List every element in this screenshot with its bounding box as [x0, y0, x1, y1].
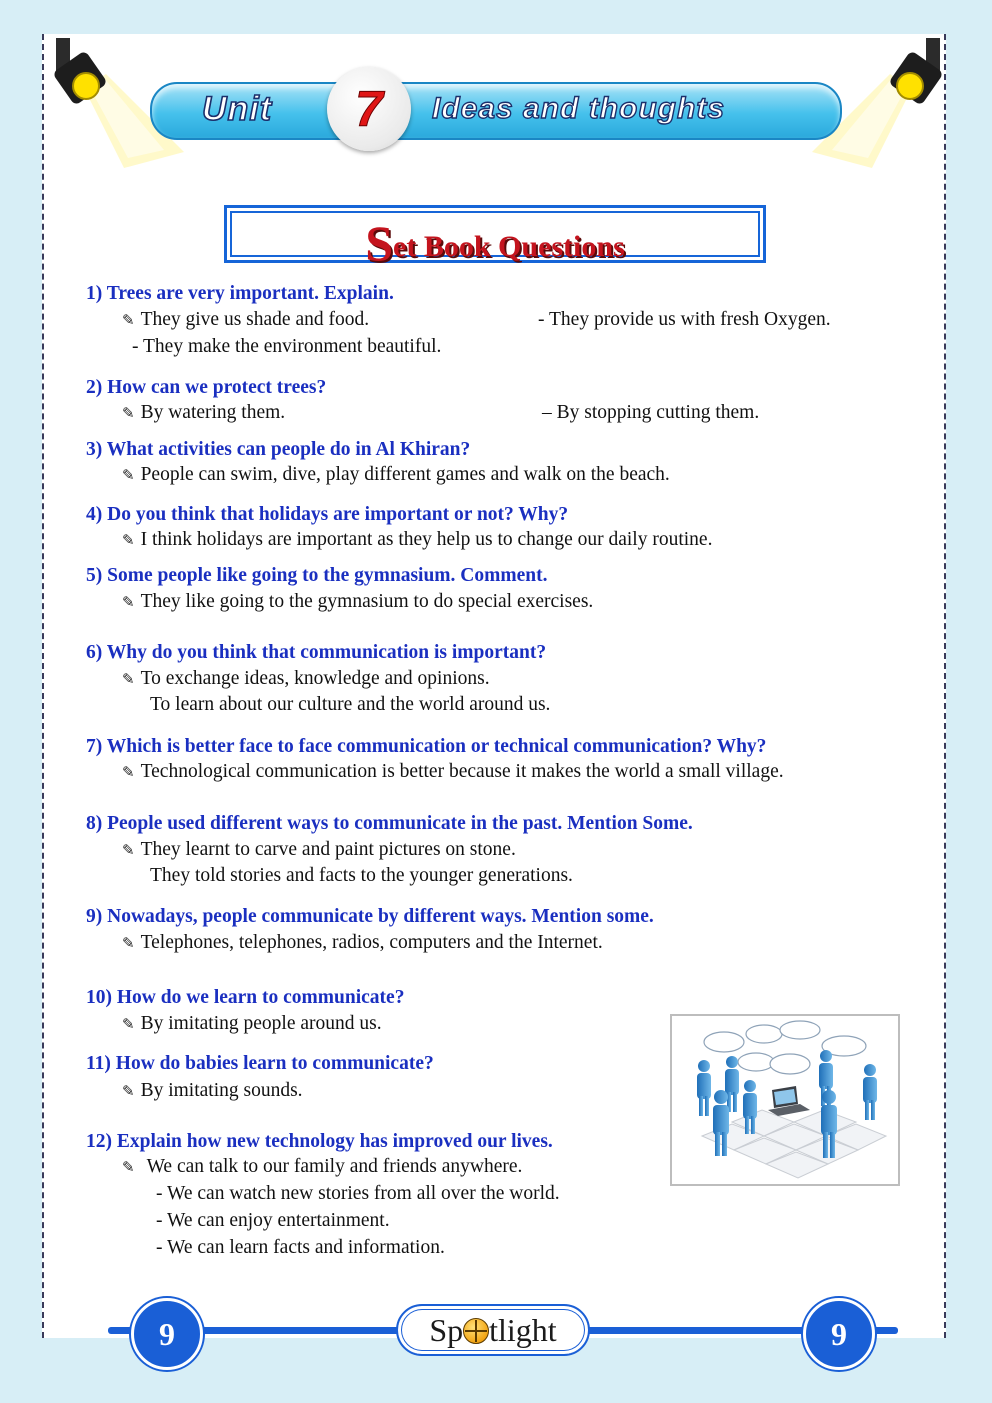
brand-text-end: tlight [489, 1312, 557, 1348]
answer-11-1: ✎ By imitating sounds. [122, 1080, 303, 1101]
answer-10-1: ✎ By imitating people around us. [122, 1013, 382, 1034]
question-11: 11) How do babies learn to communicate? [86, 1053, 434, 1074]
answer-6-1: ✎ To exchange ideas, knowledge and opinions. [122, 668, 490, 689]
crosshair-o-icon [463, 1318, 489, 1344]
answer-9-1: ✎ Telephones, telephones, radios, computers and the Internet. [122, 932, 603, 953]
brand-text-start: Sp [429, 1312, 464, 1348]
page-number-left: 9 [131, 1298, 203, 1370]
question-1: 1) Trees are very important. Explain. [86, 283, 394, 304]
unit-title: Ideas and thoughts [432, 92, 726, 125]
pencil-icon: ✎ [122, 1158, 135, 1176]
question-6: 6) Why do you think that communication is important? [86, 642, 547, 663]
answer-2-2: – By stopping cutting them. [542, 402, 760, 423]
brand-logo [396, 1304, 590, 1356]
answer-12-3: - We can enjoy entertainment. [156, 1210, 390, 1231]
unit-number-badge: 7 [327, 67, 411, 151]
question-4: 4) Do you think that holidays are important or not? Why? [86, 504, 569, 525]
pencil-icon: ✎ [122, 670, 135, 688]
pencil-icon: ✎ [122, 466, 135, 484]
section-title-initial: S [365, 215, 394, 271]
answer-8-2: They told stories and facts to the younger generations. [150, 865, 573, 886]
question-5: 5) Some people like going to the gymnasium. Comment. [86, 565, 548, 586]
answer-12-4: - We can learn facts and information. [156, 1237, 445, 1258]
pencil-icon: ✎ [122, 1082, 135, 1100]
answer-7-1: ✎ Technological communication is better because it makes the world a small village. [122, 761, 784, 782]
answer-3-1: ✎ People can swim, dive, play different games and walk on the beach. [122, 464, 670, 485]
pencil-icon: ✎ [122, 311, 135, 329]
network-people-illustration [670, 1014, 900, 1186]
answer-4-1: ✎ I think holidays are important as they help us to change our daily routine. [122, 529, 713, 550]
answer-1-2: - They provide us with fresh Oxygen. [538, 309, 831, 330]
section-title-rest: et Book Questions [393, 230, 625, 263]
question-12: 12) Explain how new technology has improved our lives. [86, 1131, 553, 1152]
section-title-box [224, 205, 766, 271]
pencil-icon: ✎ [122, 593, 135, 611]
answer-12-2: - We can watch new stories from all over the world. [156, 1183, 560, 1204]
pencil-icon: ✎ [122, 404, 135, 422]
answer-1-1: ✎ They give us shade and food. [122, 309, 370, 330]
unit-label: Unit [202, 90, 273, 128]
question-2: 2) How can we protect trees? [86, 377, 327, 398]
answer-8-1: ✎ They learnt to carve and paint pictures on stone. [122, 839, 516, 860]
pencil-icon: ✎ [122, 1015, 135, 1033]
question-8: 8) People used different ways to communicate in the past. Mention Some. [86, 813, 693, 834]
page-number-right: 9 [803, 1298, 875, 1370]
question-7: 7) Which is better face to face communication or technical communication? Why? [86, 736, 767, 757]
answer-12-1: ✎ We can talk to our family and friends anywhere. [122, 1156, 523, 1177]
pencil-icon: ✎ [122, 531, 135, 549]
section-title [227, 214, 763, 272]
answer-6-2: To learn about our culture and the world around us. [150, 694, 551, 715]
answer-2-1: ✎ By watering them. [122, 402, 286, 423]
pencil-icon: ✎ [122, 934, 135, 952]
question-10: 10) How do we learn to communicate? [86, 987, 405, 1008]
answer-1-3: - They make the environment beautiful. [132, 336, 442, 357]
question-3: 3) What activities can people do in Al Khiran? [86, 439, 471, 460]
pencil-icon: ✎ [122, 763, 135, 781]
pencil-icon: ✎ [122, 841, 135, 859]
question-9: 9) Nowadays, people communicate by different ways. Mention some. [86, 906, 654, 927]
answer-5-1: ✎ They like going to the gymnasium to do special exercises. [122, 591, 594, 612]
